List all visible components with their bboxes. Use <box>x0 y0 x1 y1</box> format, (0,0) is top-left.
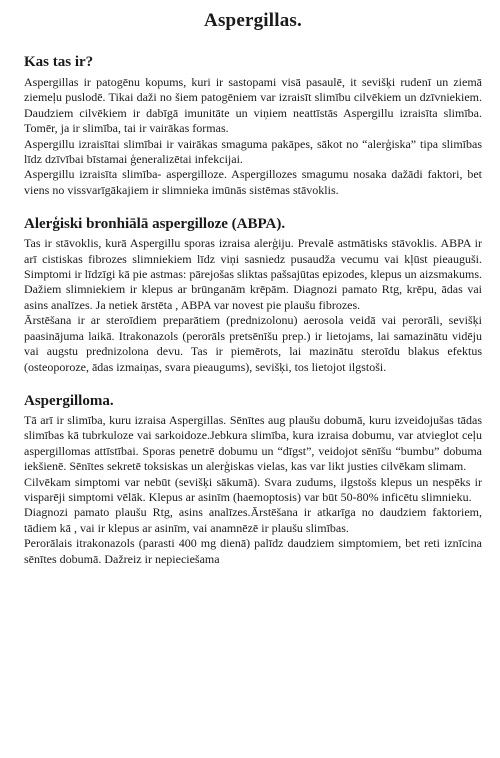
section-aspergilloma <box>24 393 482 567</box>
document-title: Aspergillas. <box>204 10 302 31</box>
section-abpa <box>24 216 482 375</box>
paragraph: Cilvēkam simptomi var nebūt (sevišķi sākumā). Svara zudums, ilgstošs klepus un nespēks ir visparēji simptomi vēlāk. Klepus ar asinīm (haemoptosis) var būt 50-80% inficētu slimnieku. <box>24 474 482 504</box>
paragraph: Aspergillu izraisīta slimība- aspergilloze. Aspergillozes smagumu nosaka dažādi faktori, bet viens no vissvarīgākajiem ir slimnieka imūnās sistēmas stāvoklis. <box>24 167 482 197</box>
section-heading: Alerģiski bronhiālā aspergilloze (ABPA). <box>24 216 286 233</box>
section-heading: Aspergilloma. <box>24 392 114 409</box>
paragraph: Aspergillas ir patogēnu kopums, kuri ir sastopami visā pasaulē, it sevišķi rudenī un ziemā ziemeļu puslodē. Tikai daži no šiem patogēniem var izraisīt slimību cilvēkiem un dzīvniekiem. Daudziem cilvēkiem ir dabīgā imunitāte un viņiem neattīstās Aspergillu izraisīta slimība. Tomēr, ja ir slimība, tai ir vairākas formas. <box>24 75 482 136</box>
paragraph: Perorālais itrakonazols (parasti 400 mg dienā) palīdz daudziem simptomiem, bet reti iznīcina sēnītes dobumā. Dažreiz ir nepieciešama <box>24 536 482 566</box>
paragraph: Tas ir stāvoklis, kurā Aspergillu sporas izraisa alerģiju. Prevalē astmātisks stāvoklis. ABPA ir arī cistiskas fibrozes slimniekiem līdz viņi sasniedz pusaudža vecumu vai kļūst pieauguši. Simptomi ir līdzīgi kā pie astmas: pārejošas sliktas pašsajūtas epizodes, klepus un aizsmakums. Dažiem slimniekiem ir klepus ar brūnganām krēpām. Diagnozi pamato Rtg, krēpu, ādas vai asins analīzes. Ja netiek ārstēta , ABPA var novest pie plaušu fibrozes. <box>24 236 482 312</box>
paragraph: Diagnozi pamato plaušu Rtg, asins analīzes.Ārstēšana ir atkarīga no daudziem faktoriem, tādiem kā , vai ir klepus ar asinīm, vai anamnēzē ir plaušu slimības. <box>24 505 482 535</box>
section-what-is-it <box>24 54 482 198</box>
paragraph: Tā arī ir slimība, kuru izraisa Aspergillas. Sēnītes aug plaušu dobumā, kuru izveidojušas tādas slimības kā tubrkuloze vai sarkoidoze.Jebkura slimība, kura izraisa dobumu, var atvieglot ceļu aspergillomas attīstībai. Sporas penetrē dobumu un “dīgst”, veidojot sēnīšu “bumbu” dobuma iekšienē. Sēnītes sekretē toksiskas un alerģiskas vielas, kas var likt justies cilvēkam slimam. <box>24 412 482 474</box>
section-heading: Kas tas ir? <box>24 54 94 70</box>
document-page <box>24 10 482 585</box>
paragraph: Aspergillu izraisītai slimībai ir vairākas smaguma pakāpes, sākot no “alerģiska” tipa slimības līdz dzīvībai bīstamai ģeneralizētai infekcijai. <box>24 136 482 167</box>
paragraph: Ārstēšana ir ar steroīdiem preparātiem (prednizolonu) aerosola veidā vai perorāli, sevišķi paasinājuma laikā. Itrakonazols (perorāls pretsēnīšu prep.) ir lietojams, lai samazinātu vidēju vai augstu prednizolona devu. Tas ir piemērots, lai mazinātu steroīdu blakus efektus (osteoporoze, ādas izmaiņas, svara pieaugums), sevišķi, tos lietojot ilgstoši. <box>24 313 482 374</box>
